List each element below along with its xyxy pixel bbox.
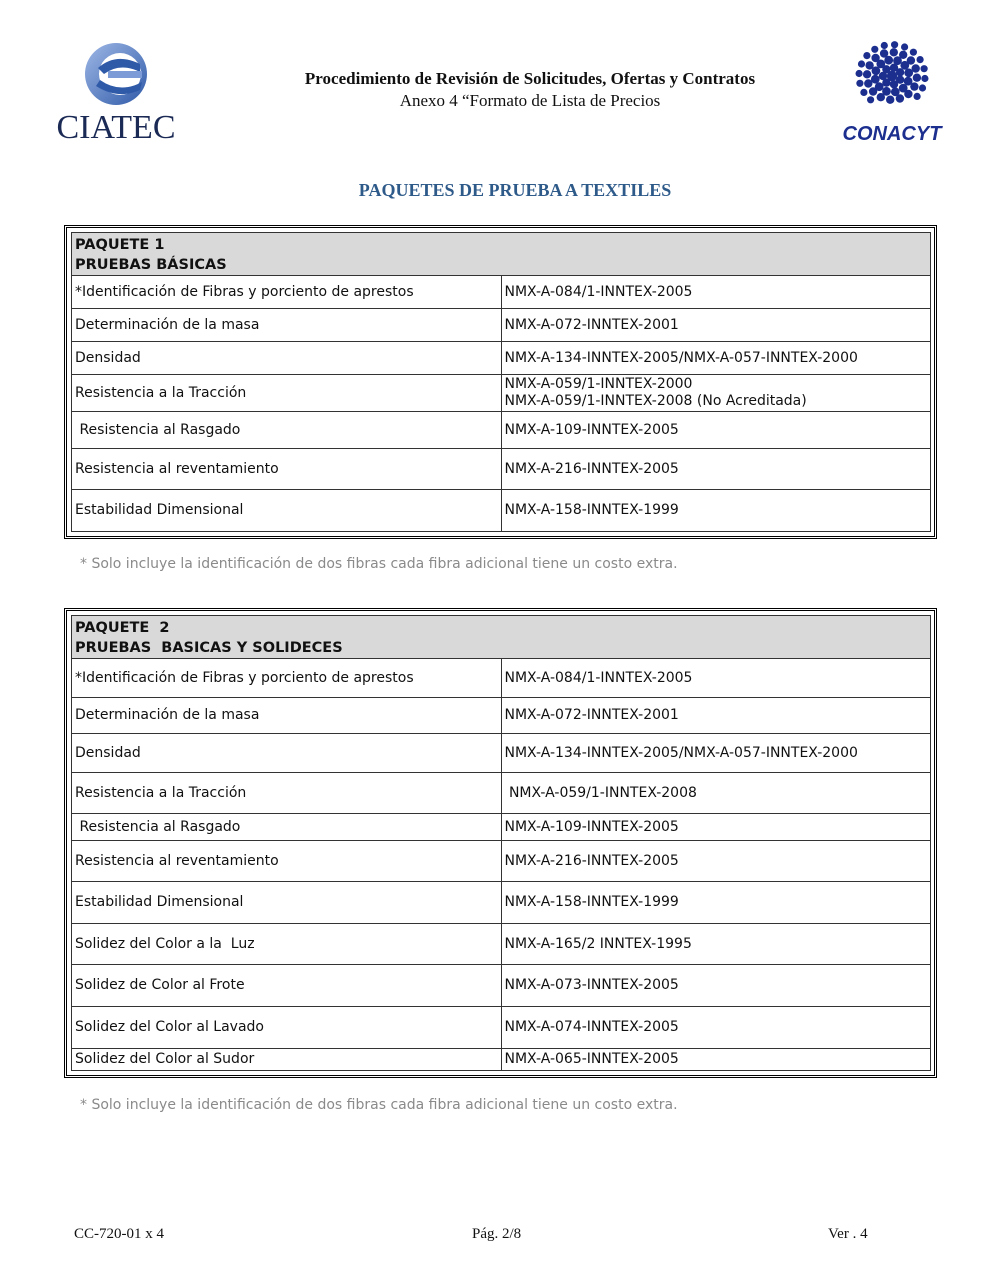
conacyt-dot <box>910 49 917 56</box>
table-row <box>72 841 931 882</box>
test-norm: NMX-A-072-INNTEX-2001 <box>501 309 931 342</box>
test-norm: NMX-A-216-INNTEX-2005 <box>501 841 931 882</box>
conacyt-dot <box>867 96 874 103</box>
table-row <box>72 814 931 841</box>
test-norm: NMX-A-074-INNTEX-2005 <box>501 1007 931 1049</box>
conacyt-dot <box>890 80 898 88</box>
test-norm-line-2: NMX-A-059/1-INNTEX-2008 (No Acreditada) <box>504 393 807 409</box>
package-1-table <box>64 225 937 539</box>
test-name: Densidad <box>72 342 502 375</box>
test-name: Resistencia a la Tracción <box>72 375 502 412</box>
test-norm: NMX-A-084/1-INNTEX-2005 <box>501 276 931 309</box>
conacyt-dot <box>864 79 872 87</box>
test-norm: NMX-A-065-INNTEX-2005 <box>501 1049 931 1071</box>
test-norm: NMX-A-158-INNTEX-1999 <box>501 882 931 924</box>
conacyt-dot <box>863 70 871 78</box>
conacyt-logo-text: CONACYT <box>842 123 942 145</box>
conacyt-dot <box>860 89 867 96</box>
test-norm: NMX-A-109-INNTEX-2005 <box>501 412 931 449</box>
table-row <box>72 342 931 375</box>
package-2-note: * Solo incluye la identificación de dos fibras cada fibra adicional tiene un costo extra. <box>80 1097 678 1113</box>
header-subtitle: Anexo 4 “Formato de Lista de Precios <box>399 91 661 110</box>
table-row <box>72 734 931 773</box>
package-1-name: PAQUETE 1 <box>75 236 165 253</box>
test-name: Estabilidad Dimensional <box>72 882 502 924</box>
conacyt-dot <box>912 64 920 72</box>
conacyt-dot <box>856 70 863 77</box>
package-1-note: * Solo incluye la identificación de dos fibras cada fibra adicional tiene un costo extra. <box>80 556 678 572</box>
package-2-name: PAQUETE 2 <box>75 619 170 636</box>
test-norm <box>501 375 931 412</box>
test-norm: NMX-A-084/1-INNTEX-2005 <box>501 659 931 698</box>
footer-page-number: Pág. 2/8 <box>472 1226 522 1242</box>
test-name: Resistencia a la Tracción <box>72 773 502 814</box>
conacyt-dot <box>869 87 877 95</box>
conacyt-dot <box>871 54 879 62</box>
test-name: Resistencia al reventamiento <box>72 841 502 882</box>
footer-version: Ver . 4 <box>828 1226 868 1242</box>
table-row <box>72 375 931 412</box>
test-name: Resistencia al Rasgado <box>72 412 502 449</box>
conacyt-dot <box>921 75 928 82</box>
conacyt-dot <box>886 96 894 104</box>
test-norm: NMX-A-216-INNTEX-2005 <box>501 449 931 490</box>
test-norm-line-1: NMX-A-059/1-INNTEX-2000 <box>504 376 693 392</box>
package-1-subtitle: PRUEBAS BÁSICAS <box>75 256 227 273</box>
table-row <box>72 773 931 814</box>
table-row <box>72 1007 931 1049</box>
conacyt-dot <box>877 93 885 101</box>
test-name: Determinación de la masa <box>72 309 502 342</box>
table-row <box>72 882 931 924</box>
ciatec-logo-text: CIATEC <box>56 109 176 143</box>
conacyt-dot <box>917 56 924 63</box>
test-norm: NMX-A-165/2 INNTEX-1995 <box>501 924 931 965</box>
test-name: *Identificación de Fibras y porciento de aprestos <box>72 276 502 309</box>
conacyt-dot <box>880 49 888 57</box>
table-row <box>72 1049 931 1071</box>
conacyt-dot <box>899 51 907 59</box>
conacyt-dot <box>896 68 904 76</box>
conacyt-dot <box>921 65 928 72</box>
conacyt-dot <box>881 42 888 49</box>
package-2-header <box>72 616 931 659</box>
test-name: Resistencia al Rasgado <box>72 814 502 841</box>
test-norm: NMX-A-109-INNTEX-2005 <box>501 814 931 841</box>
table-row <box>72 412 931 449</box>
ciatec-logo <box>36 38 196 143</box>
test-name: Solidez del Color al Lavado <box>72 1007 502 1049</box>
table-row <box>72 659 931 698</box>
test-name: Solidez del Color a la Luz <box>72 924 502 965</box>
conacyt-dot <box>913 74 921 82</box>
document-header <box>230 68 830 112</box>
footer-code: CC-720-01 x 4 <box>74 1226 164 1242</box>
table-row <box>72 490 931 532</box>
test-name: Densidad <box>72 734 502 773</box>
table-row <box>72 276 931 309</box>
test-norm: NMX-A-134-INNTEX-2005/NMX-A-057-INNTEX-2000 <box>501 342 931 375</box>
table-row <box>72 965 931 1007</box>
test-name: Estabilidad Dimensional <box>72 490 502 532</box>
table-row <box>72 309 931 342</box>
conacyt-dot <box>896 94 904 102</box>
package-1-header <box>72 233 931 276</box>
conacyt-dot <box>907 56 915 64</box>
conacyt-dot <box>890 48 898 56</box>
conacyt-logo <box>836 36 948 146</box>
conacyt-dot <box>858 60 865 67</box>
table-row <box>72 698 931 734</box>
conacyt-dot <box>919 84 926 91</box>
conacyt-dot <box>914 93 921 100</box>
conacyt-dot <box>901 43 908 50</box>
package-2-subtitle: PRUEBAS BASICAS Y SOLIDECES <box>75 639 343 656</box>
conacyt-dot <box>863 52 870 59</box>
conacyt-dot <box>891 41 898 48</box>
test-norm: NMX-A-158-INNTEX-1999 <box>501 490 931 532</box>
test-norm: NMX-A-073-INNTEX-2005 <box>501 965 931 1007</box>
test-name: Solidez del Color al Sudor <box>72 1049 502 1071</box>
conacyt-dot <box>871 46 878 53</box>
test-name: *Identificación de Fibras y porciento de aprestos <box>72 659 502 698</box>
conacyt-dot <box>856 80 863 87</box>
test-norm: NMX-A-059/1-INNTEX-2008 <box>501 773 931 814</box>
conacyt-dot <box>910 82 918 90</box>
table-row <box>72 449 931 490</box>
table-row <box>72 924 931 965</box>
test-name: Determinación de la masa <box>72 698 502 734</box>
test-norm: NMX-A-072-INNTEX-2001 <box>501 698 931 734</box>
test-name: Resistencia al reventamiento <box>72 449 502 490</box>
header-title: Procedimiento de Revisión de Solicitudes, Ofertas y Contratos <box>304 69 756 88</box>
conacyt-dot <box>904 90 912 98</box>
section-title: PAQUETES DE PRUEBA A TEXTILES <box>358 180 672 200</box>
package-2-table <box>64 608 937 1078</box>
test-norm: NMX-A-134-INNTEX-2005/NMX-A-057-INNTEX-2000 <box>501 734 931 773</box>
conacyt-dot <box>865 61 873 69</box>
test-name: Solidez de Color al Frote <box>72 965 502 1007</box>
